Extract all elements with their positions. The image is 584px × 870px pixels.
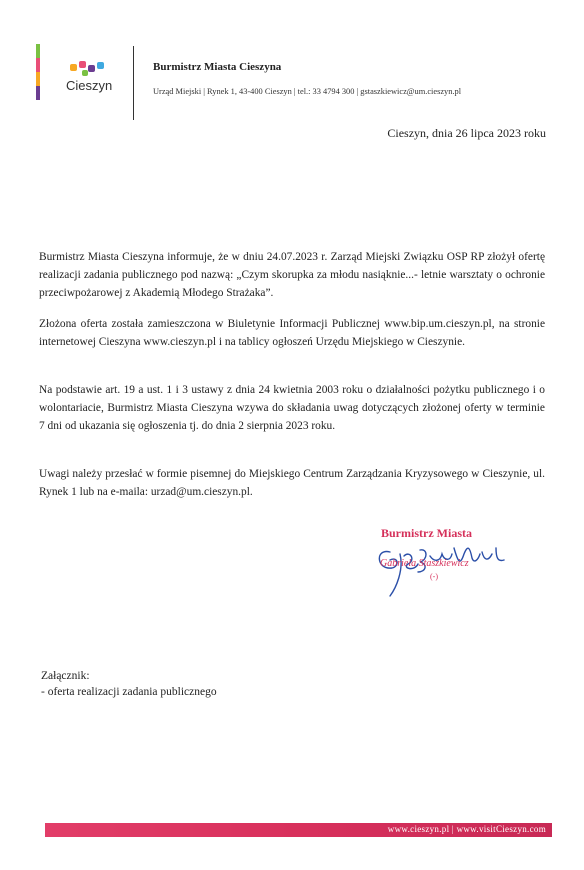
signature-title: Burmistrz Miasta: [381, 526, 472, 540]
logo-dot-pink: [79, 61, 86, 68]
header-divider: [133, 46, 134, 120]
date-line: Cieszyn, dnia 26 lipca 2023 roku: [387, 126, 546, 140]
footer-bar: [45, 823, 552, 837]
attachment-label: Załącznik:: [41, 670, 90, 682]
attachment-item: - oferta realizacji zadania publicznego: [41, 686, 217, 698]
footer-links: www.cieszyn.pl | www.visitCieszyn.com: [387, 824, 546, 834]
header-address: Urząd Miejski | Rynek 1, 43-400 Cieszyn | tel.: 33 4794 300 | gstaszkiewicz@um.cieszyn.pl: [153, 87, 462, 96]
logo-text: Cieszyn: [66, 78, 113, 93]
logo-dot-purple: [88, 65, 95, 72]
logo-dot-orange: [70, 64, 77, 71]
signature-name: Gabriela Staszkiewicz: [380, 558, 469, 569]
paragraph-remarks: Uwagi należy przesłać w formie pisemnej do Miejskiego Centrum Zarządzania Kryzysowego w Cieszynie, ul. Rynek 1 lub na e-maila: urzad@um.cieszyn.pl.: [39, 468, 545, 498]
logo-bar-pink: [36, 58, 40, 72]
paragraph-announcement: Burmistrz Miasta Cieszyna informuje, że w dniu 24.07.2023 r. Zarząd Miejski Związku OSP RP złożył ofertę realizacji zadania publicznego pod nazwą: „Czym skorupka za młodu nasiąknie...- letnie warsztaty o ochronie przeciwpożarowej z Akademią Młodego Strażaka”.: [39, 251, 545, 299]
logo-dot-blue: [97, 62, 104, 69]
signature-mark: (-): [430, 572, 438, 581]
logo-bar-green: [36, 44, 40, 58]
paragraph-publication: Złożona oferta została zamieszczona w Biuletynie Informacji Publicznej www.bip.um.cieszyn.pl, na stronie internetowej Cieszyna www.cieszyn.pl i na tablicy ogłoszeń Urzędu Miejskiego w Cieszynie.: [39, 318, 545, 348]
header-title: Burmistrz Miasta Cieszyna: [153, 61, 282, 73]
cieszyn-logo: [36, 44, 126, 100]
logo-bar-orange: [36, 72, 40, 86]
paragraph-legal-basis: Na podstawie art. 19 a ust. 1 i 3 ustawy z dnia 24 kwietnia 2003 roku o działalności pożytku publicznego i o wolontariacie, Burmistrz Miasta Cieszyna wzywa do składania uwag dotyczących złożonej oferty w terminie 7 dni od ukazania się ogłoszenia tj. do dnia 2 sierpnia 2023 roku.: [39, 384, 545, 432]
logo-bar-purple: [36, 86, 40, 100]
logo-dot-green: [82, 70, 88, 76]
